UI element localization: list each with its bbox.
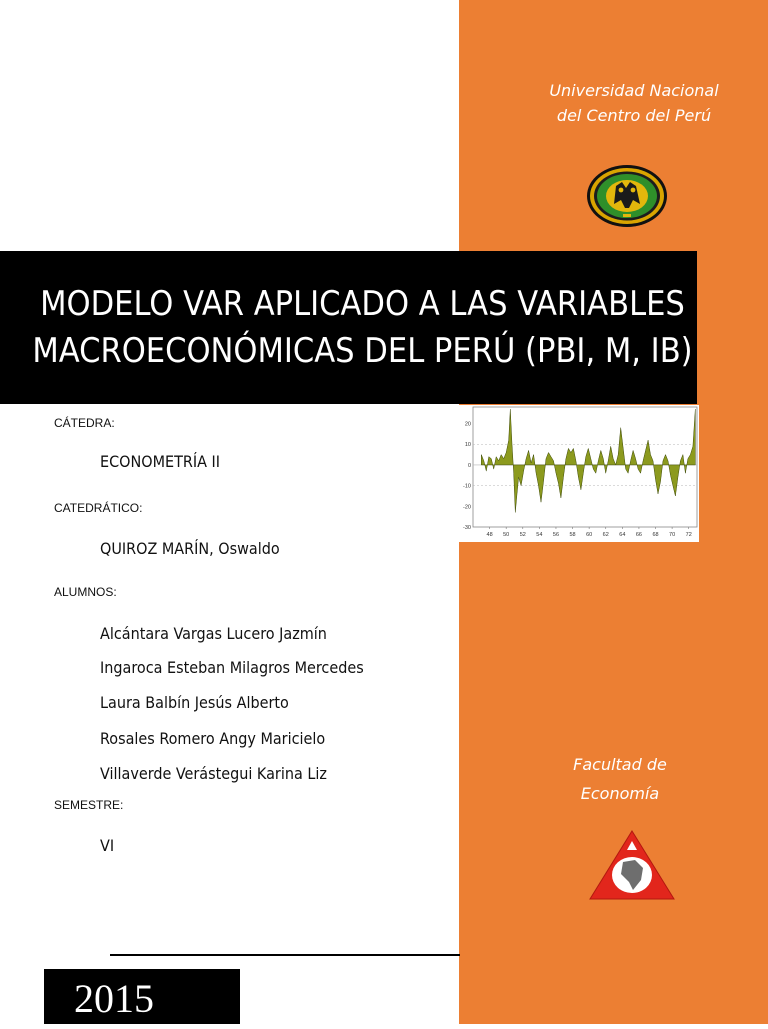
chart-x-tick-label: 68 <box>652 532 659 538</box>
student-name: Villaverde Verástegui Karina Liz <box>100 764 327 783</box>
title-line-2: MACROECONÓMICAS DEL PERÚ (PBI, M, IB) <box>32 331 693 371</box>
document-title <box>0 281 725 375</box>
catedra-label: CÁTEDRA: <box>54 416 115 430</box>
chart-x-tick-label: 48 <box>486 532 493 538</box>
semestre-label: SEMESTRE: <box>54 798 124 812</box>
title-line-1: MODELO VAR APLICADO A LAS VARIABLES <box>40 284 685 324</box>
student-name: Laura Balbín Jesús Alberto <box>100 693 289 712</box>
chart-x-tick-label: 72 <box>685 532 692 538</box>
time-series-chart <box>459 405 699 542</box>
chart-x-tick-label: 70 <box>669 532 676 538</box>
chart-x-tick-label: 66 <box>635 532 642 538</box>
university-name <box>520 78 748 128</box>
catedratico-value: QUIROZ MARÍN, Oswaldo <box>100 539 280 558</box>
chart-x-tick-label: 60 <box>586 532 593 538</box>
chart-frame <box>473 407 697 527</box>
catedratico-label: CATEDRÁTICO: <box>54 501 143 515</box>
chart-x-tick-label: 62 <box>602 532 609 538</box>
student-name: Ingaroca Esteban Milagros Mercedes <box>100 658 364 677</box>
chart-x-tick-label: 64 <box>619 532 626 538</box>
faculty-name-line-2: Economía <box>580 784 660 803</box>
chart-x-tick-label: 50 <box>503 532 510 538</box>
student-name: Alcántara Vargas Lucero Jazmín <box>100 624 327 643</box>
chart-x-tick-label: 58 <box>569 532 576 538</box>
chart-y-tick-label: 10 <box>464 442 471 449</box>
alumnos-label: ALUMNOS: <box>54 585 117 599</box>
faculty-name <box>540 750 700 808</box>
student-name: Rosales Romero Angy Maricielo <box>100 729 326 748</box>
chart-x-tick-label: 54 <box>536 532 543 538</box>
chart-y-tick-label: -10 <box>463 483 471 490</box>
chart-x-tick-label: 52 <box>519 532 526 538</box>
chart-y-tick-label: 20 <box>464 421 471 428</box>
faculty-name-line-1: Facultad de <box>573 755 667 774</box>
chart-y-tick-label: 0 <box>467 462 471 469</box>
chart-y-tick-label: -30 <box>463 525 471 531</box>
chart-y-tick-label: -20 <box>463 504 471 511</box>
faculty-triangle-logo-icon <box>587 828 677 902</box>
catedra-value: ECONOMETRÍA II <box>100 452 221 471</box>
university-name-line-2: del Centro del Perú <box>556 106 712 125</box>
university-seal-icon <box>586 164 668 228</box>
year-label: 2015 <box>74 976 154 1021</box>
semestre-value: VI <box>100 836 115 855</box>
university-name-line-1: Universidad Nacional <box>549 81 719 100</box>
chart-x-tick-label: 56 <box>552 532 560 538</box>
footer-rule <box>110 954 460 956</box>
